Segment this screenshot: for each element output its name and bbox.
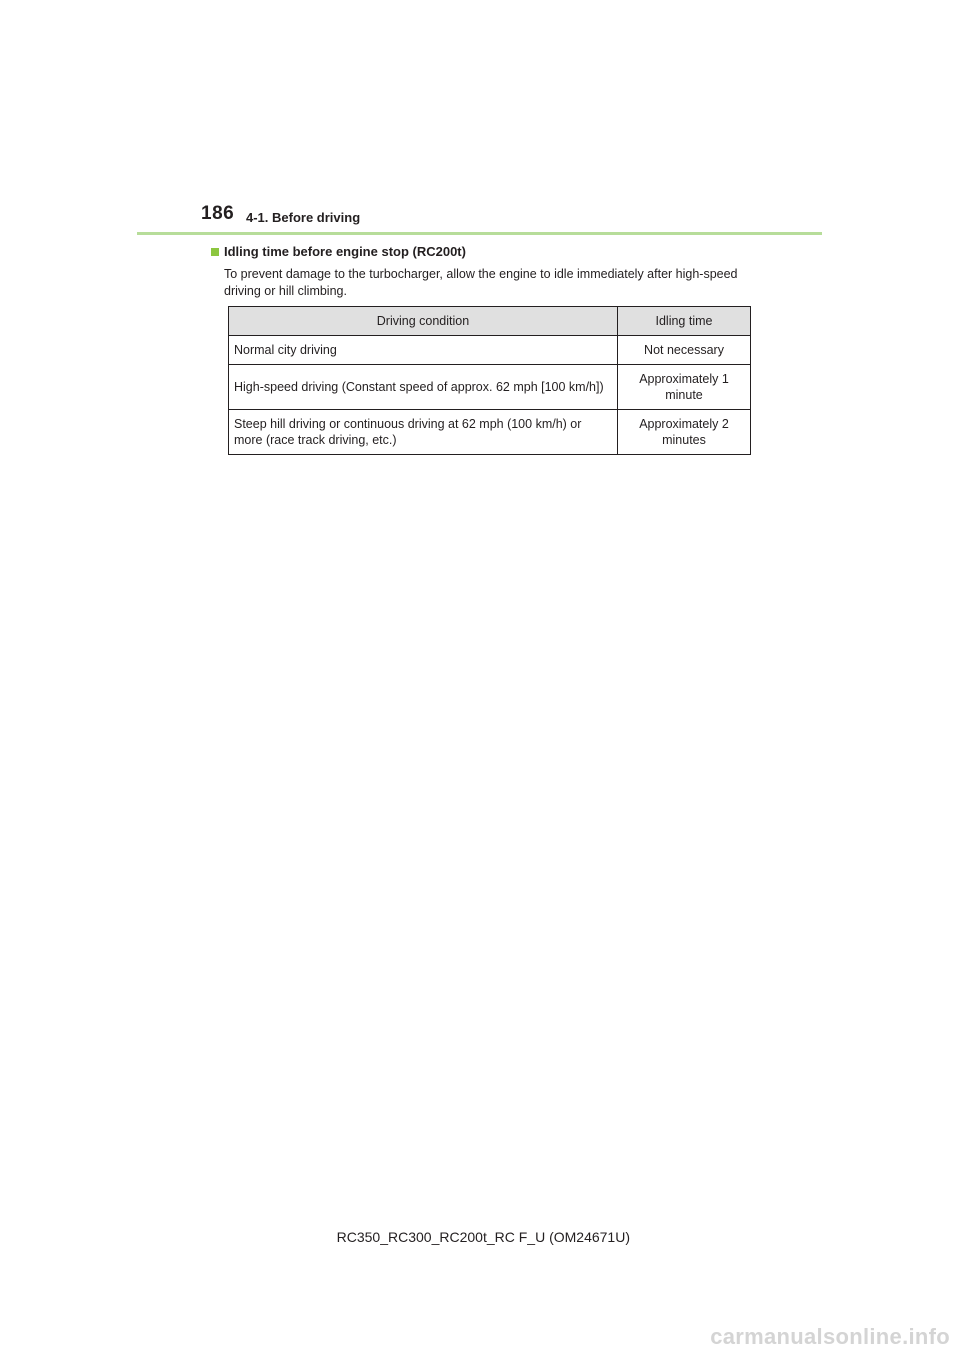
idling-time-cell: Not necessary	[618, 336, 751, 365]
page-number: 186	[201, 203, 235, 224]
watermark: carmanualsonline.info	[710, 1324, 950, 1349]
footer-model-code: RC350_RC300_RC200t_RC F_U (OM24671U)	[336, 1229, 630, 1245]
square-bullet-icon	[211, 248, 219, 256]
page-header	[0, 0, 960, 240]
idling-time-cell: Approximately 1 minute	[618, 365, 751, 410]
table-row	[229, 336, 751, 365]
driving-condition-cell: High-speed driving (Constant speed of approx. 62 mph [100 km/h])	[229, 365, 618, 410]
section-heading	[211, 244, 771, 260]
column-header-driving-condition: Driving condition	[229, 307, 618, 336]
idling-time-cell: Approximately 2 minutes	[618, 410, 751, 455]
column-header-idling-time: Idling time	[618, 307, 751, 336]
table-row	[229, 365, 751, 410]
idling-time-table	[228, 306, 751, 455]
table-row	[229, 410, 751, 455]
section-content	[211, 244, 771, 300]
table-header-row	[229, 307, 751, 336]
header-divider	[137, 232, 822, 235]
driving-condition-cell: Steep hill driving or continuous driving at 62 mph (100 km/h) or more (race track driving, etc.)	[229, 410, 618, 455]
section-title: 4-1. Before driving	[246, 210, 361, 225]
section-body: To prevent damage to the turbocharger, allow the engine to idle immediately after high-speed driving or hill climbing.	[224, 267, 738, 298]
driving-condition-cell: Normal city driving	[229, 336, 618, 365]
section-heading-text: Idling time before engine stop (RC200t)	[224, 244, 466, 259]
